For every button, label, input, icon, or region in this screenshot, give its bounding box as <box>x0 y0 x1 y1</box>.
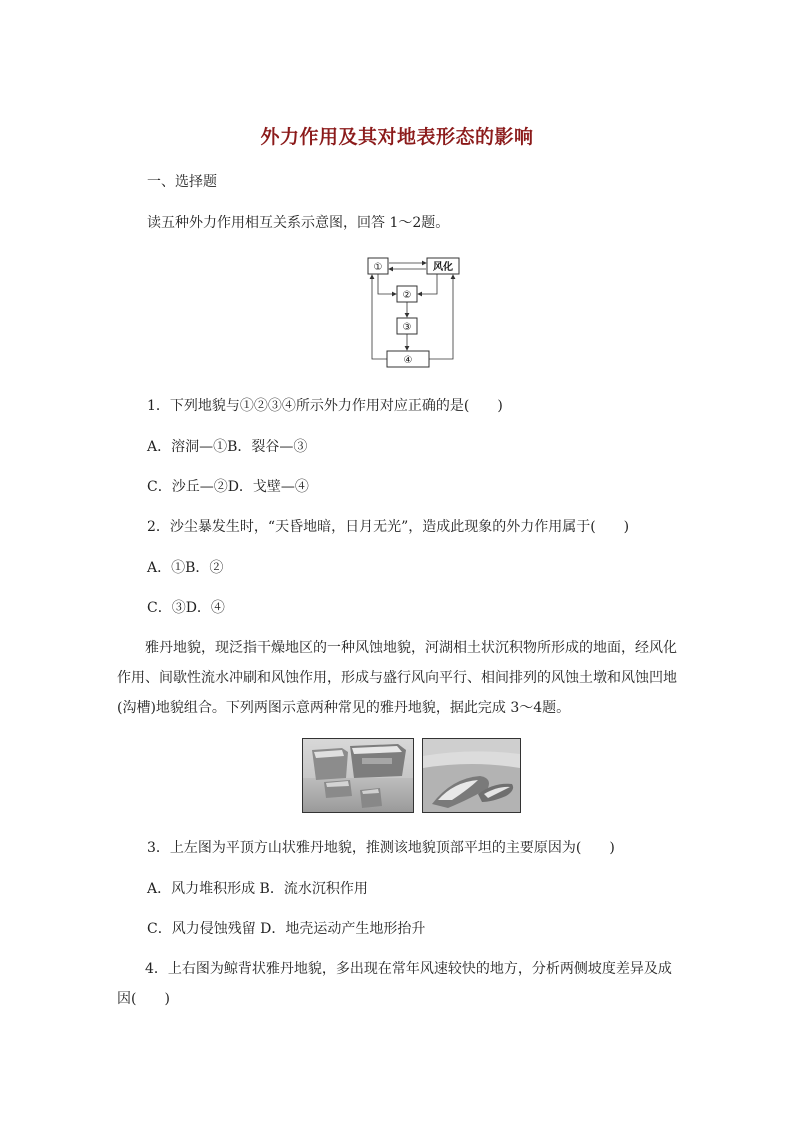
intro-text: 读五种外力作用相互关系示意图，回答 1～2题。 <box>147 215 450 231</box>
q1-options-cd: C．沙丘—②D．戈壁—④ <box>147 479 309 495</box>
mesa-yardang-photo <box>303 739 414 813</box>
q1-options-ab: A．溶洞—①B．裂谷—③ <box>147 439 308 455</box>
node-2-label: ② <box>402 290 412 301</box>
yardang-illustrations <box>302 738 522 813</box>
node-3-label: ③ <box>402 322 412 333</box>
arrow-4-to-1 <box>372 275 387 359</box>
arrow-weathering-to-2 <box>418 274 437 294</box>
node-1-label: ① <box>373 262 383 273</box>
external-forces-diagram <box>365 255 465 370</box>
q4-stem: 4．上右图为鲸背状雅丹地貌，多出现在常年风速较快的地方，分析两侧坡度差异及成因( ) <box>117 961 672 1007</box>
q2-stem: 2．沙尘暴发生时，“天昏地暗，日月无光”，造成此现象的外力作用属于( ) <box>147 519 630 535</box>
arrow-4-to-weathering <box>429 275 453 359</box>
q2-options-ab: A．①B．② <box>147 560 224 576</box>
q3-stem: 3．上左图为平顶方山状雅丹地貌，推测该地貌顶部平坦的主要原因为( ) <box>147 840 615 856</box>
q1-stem: 1．下列地貌与①②③④所示外力作用对应正确的是( ) <box>147 398 503 414</box>
q3-options-ab: A．风力堆积形成 B．流水沉积作用 <box>147 881 368 897</box>
page-title: 外力作用及其对地表形态的影响 <box>260 126 534 148</box>
q3-options-cd: C．风力侵蚀残留 D．地壳运动产生地形抬升 <box>147 921 426 937</box>
whaleback-yardang-photo <box>423 739 521 813</box>
yardang-passage: 雅丹地貌，现泛指干燥地区的一种风蚀地貌，河湖相土状沉积物所形成的地面，经风化作用、间歇性流水冲刷和风蚀作用，形成与盛行风向平行、相间排列的风蚀土墩和风蚀凹地(沟槽)地貌组合。下列两图示意两种常见的雅丹地貌，据此完成 3～4题。 <box>117 640 677 716</box>
arrow-1-to-2 <box>378 274 396 294</box>
q2-options-cd: C．③D．④ <box>147 600 225 616</box>
section-heading: 一、选择题 <box>147 174 217 190</box>
weathering-label: 风化 <box>433 262 453 273</box>
node-4-label: ④ <box>403 355 413 366</box>
